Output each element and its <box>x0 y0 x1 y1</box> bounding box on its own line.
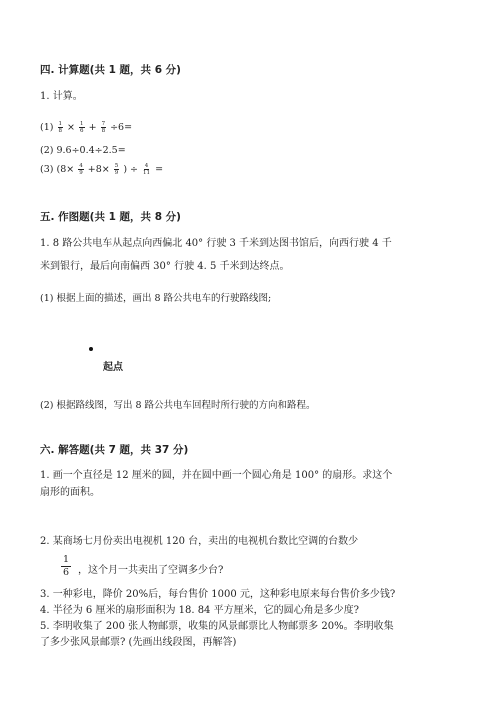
fraction <box>142 163 151 176</box>
section-5-title: 五. 作图题(共 1 题，共 8 分) <box>40 211 181 223</box>
problem-text-line-2: 米到银行，最后向南偏西 30° 行驶 4. 5 千米到达终点。 <box>40 261 290 272</box>
sub-question-2: (2) 根据路线图，写出 8 路公共电车回程时所行驶的方向和路程。 <box>40 400 316 411</box>
expr-prefix: (3) <box>40 164 54 175</box>
question-5-line-2: 了多少张风景邮票? (先画出线段图，再解答) <box>40 637 237 648</box>
question-5-line-1: 5. 李明收集了 200 张人物邮票，收集的风景邮票比人物邮票多 20%。李明收集 <box>40 621 394 632</box>
question-label: 1. 计算。 <box>40 91 83 102</box>
expr-mid: +8× <box>87 164 110 175</box>
numerator: 1 <box>58 121 62 127</box>
expression-2: (2) 9.6÷0.4÷2.5= <box>40 145 126 156</box>
question-3: 3. 一种彩电，降价 20%后，每台售价 1000 元，这种彩电原来每台售价多少钱? <box>40 589 396 600</box>
expr-prefix: (1) <box>40 122 54 133</box>
section-6-title: 六. 解答题(共 7 题，共 37 分) <box>40 444 189 456</box>
question-2-line-1: 2. 某商场七月份卖出电视机 120 台，卖出的电视机台数比空调的台数少 <box>40 536 359 547</box>
numerator: 7 <box>101 121 106 127</box>
question-4: 4. 半径为 6 厘米的扇形面积为 18. 84 平方厘米，它的圆心角是多少度? <box>40 605 359 616</box>
expr-tail: ÷6= <box>110 122 133 133</box>
fraction <box>78 163 84 176</box>
denominator: 6 <box>80 128 84 134</box>
question-1-line-2: 扇形的面积。 <box>40 487 100 498</box>
question-2-fraction <box>61 554 71 579</box>
expr-tail: = <box>155 164 164 175</box>
fraction <box>101 121 107 134</box>
fraction <box>114 163 120 176</box>
denominator: 6 <box>63 567 70 578</box>
expr-close: ) ÷ <box>123 164 138 175</box>
numerator: 1 <box>80 121 84 127</box>
problem-text-line-1: 1. 8 路公共电车从起点向西偏北 40° 行驶 3 千米到达图书馆后，向西行驶 4 千 <box>40 238 392 249</box>
denominator: 11 <box>143 170 151 176</box>
fraction <box>58 121 64 134</box>
question-1-line-1: 1. 画一个直径是 12 厘米的圆，并在圆中画一个圆心角是 100° 的扇形。求这个 <box>40 470 393 481</box>
start-point-dot <box>89 347 93 351</box>
expr-open: (8× <box>56 164 75 175</box>
denominator: 8 <box>58 128 62 134</box>
section-4-title: 四. 计算题(共 1 题，共 6 分) <box>40 64 181 76</box>
fraction <box>79 121 85 134</box>
question-2-line-2: ，这个月一共卖出了空调多少台? <box>78 565 224 576</box>
numerator: 4 <box>144 163 149 169</box>
sub-question-1: (1) 根据上面的描述，画出 8 路公共电车的行驶路线图; <box>40 293 272 304</box>
denominator: 9 <box>79 170 83 176</box>
expression-3 <box>40 163 163 176</box>
numerator: 1 <box>63 554 70 565</box>
start-point-label: 起点 <box>103 362 123 373</box>
numerator: 5 <box>114 163 119 169</box>
operator: + <box>88 122 97 133</box>
numerator: 4 <box>79 163 83 169</box>
operator: × <box>67 122 75 133</box>
denominator: 9 <box>114 170 119 176</box>
expression-1 <box>40 121 132 134</box>
denominator: 8 <box>101 128 106 134</box>
